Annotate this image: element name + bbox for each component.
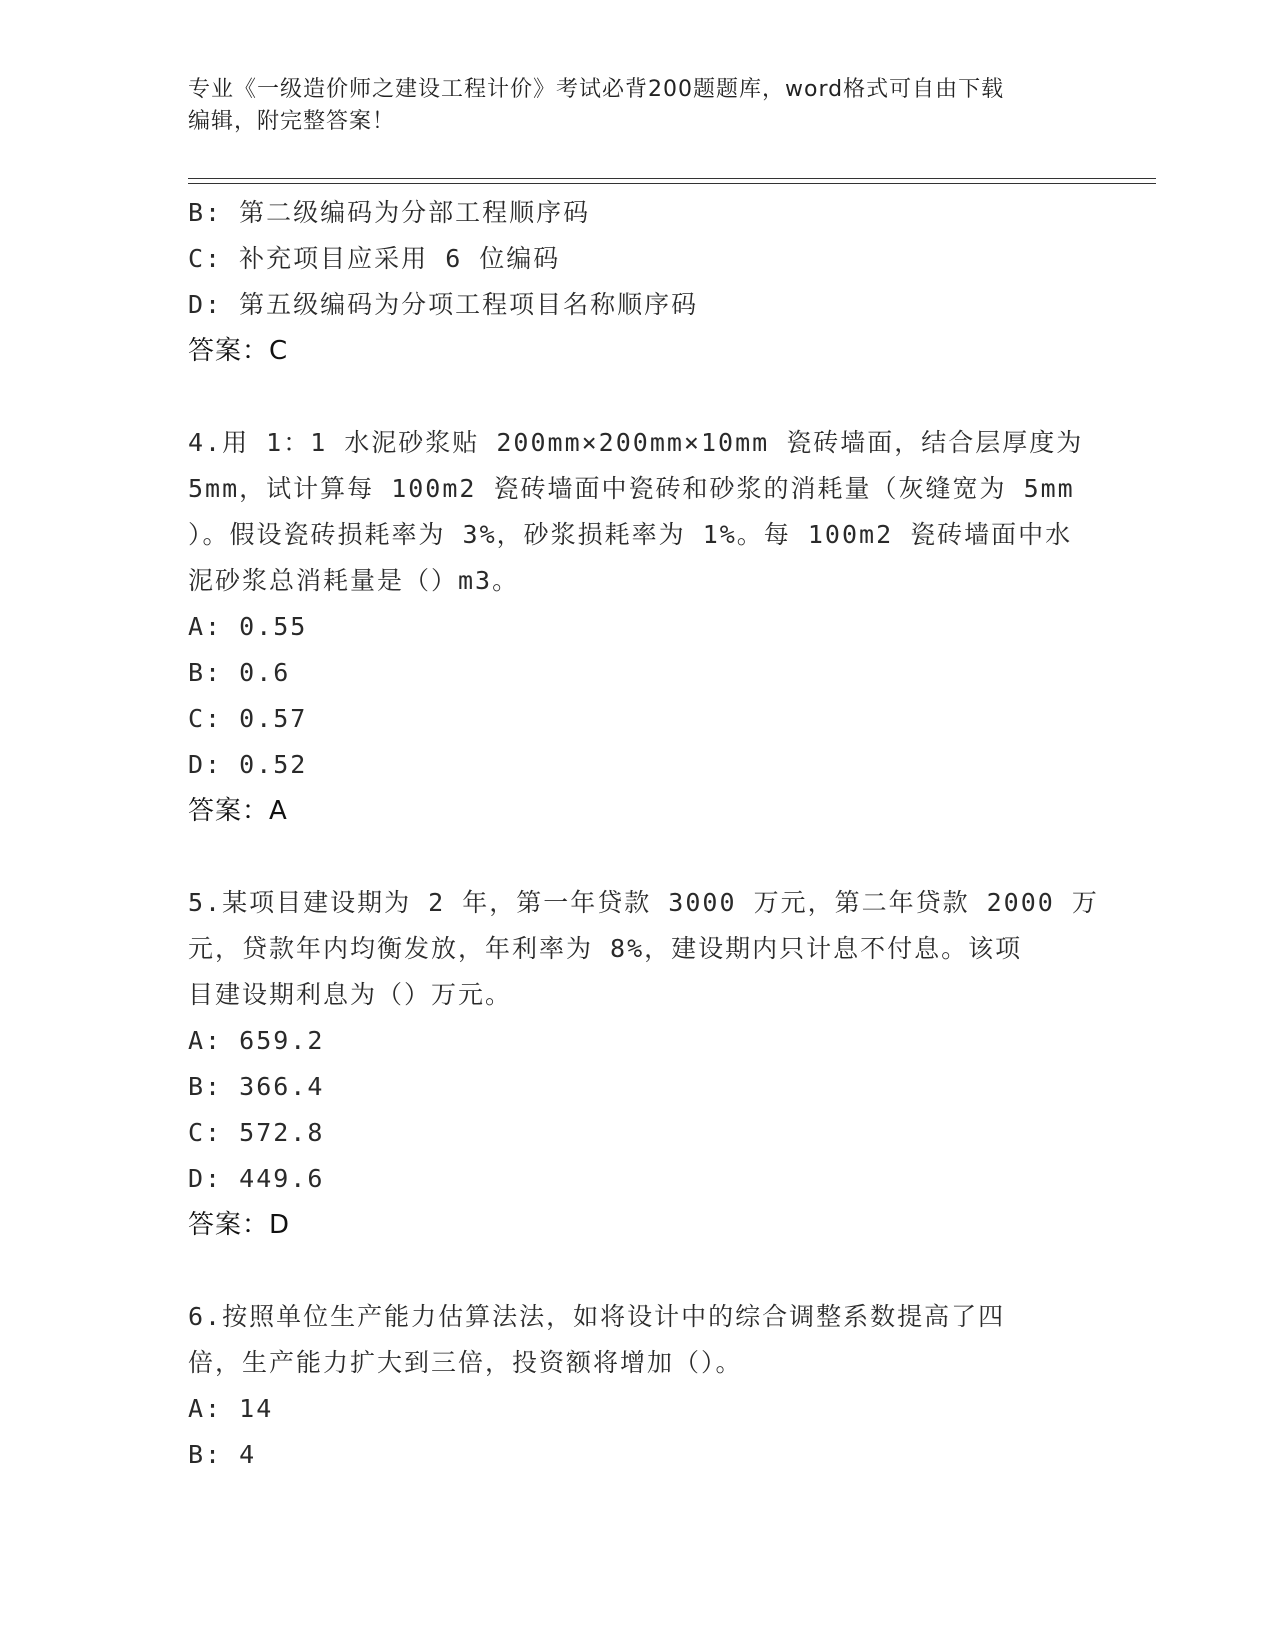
q3-option-b: B: 第二级编码为分部工程顺序码	[188, 198, 591, 227]
q4-stem-line-3: ）。假设瓷砖损耗率为 3%，砂浆损耗率为 1%。每 100m2 瓷砖墙面中水	[188, 520, 1073, 549]
q4-option-a: A: 0.55	[188, 612, 308, 641]
spacer	[188, 834, 1088, 880]
q4-option-c: C: 0.57	[188, 704, 308, 733]
question-4	[188, 420, 1088, 834]
q5-option-d: D: 449.6	[188, 1164, 325, 1193]
q5-stem-line-2: 元，贷款年内均衡发放，年利率为 8%，建设期内只计息不付息。该项	[188, 934, 1023, 963]
header-title-line-1: 专业《一级造价师之建设工程计价》考试必背200题题库，word格式可自由下载	[188, 77, 1005, 102]
q5-option-b: B: 366.4	[188, 1072, 325, 1101]
question-5	[188, 880, 1099, 1248]
q5-stem-line-3: 目建设期利息为（）万元。	[188, 980, 513, 1009]
document-header	[188, 74, 1078, 138]
q6-option-b: B: 4	[188, 1440, 257, 1469]
q4-stem-line-1: 4.用 1：1 水泥砂浆贴 200mm×200mm×10mm 瓷砖墙面，结合层厚度为	[188, 428, 1084, 457]
q6-option-a: A: 14	[188, 1394, 274, 1423]
q3-answer: 答案：C	[188, 336, 289, 366]
q5-option-c: C: 572.8	[188, 1118, 325, 1147]
q5-answer: 答案：D	[188, 1210, 291, 1240]
q6-stem-line-1: 6.按照单位生产能力估算法法，如将设计中的综合调整系数提高了四	[188, 1302, 1006, 1331]
header-title-line-2: 编辑，附完整答案！	[188, 109, 396, 134]
q4-option-d: D: 0.52	[188, 750, 308, 779]
q4-stem-line-4: 泥砂浆总消耗量是（）m3。	[188, 566, 520, 595]
question-content	[188, 190, 1099, 1478]
q5-stem-line-1: 5.某项目建设期为 2 年，第一年贷款 3000 万元，第二年贷款 2000 万	[188, 888, 1099, 917]
q4-answer: 答案：A	[188, 796, 288, 826]
q5-option-a: A: 659.2	[188, 1026, 325, 1055]
header-double-rule	[188, 178, 1156, 184]
q6-stem-line-2: 倍，生产能力扩大到三倍，投资额将增加（）。	[188, 1348, 743, 1377]
q4-option-b: B: 0.6	[188, 658, 291, 687]
q3-option-d: D: 第五级编码为分项工程项目名称顺序码	[188, 290, 699, 319]
q4-stem-line-2: 5mm，试计算每 100m2 瓷砖墙面中瓷砖和砂浆的消耗量（灰缝宽为 5mm	[188, 474, 1075, 503]
question-6	[188, 1294, 1088, 1478]
spacer	[188, 374, 1088, 420]
q3-option-c: C: 补充项目应采用 6 位编码	[188, 244, 561, 273]
question-3	[188, 190, 1088, 374]
spacer	[188, 1248, 1088, 1294]
